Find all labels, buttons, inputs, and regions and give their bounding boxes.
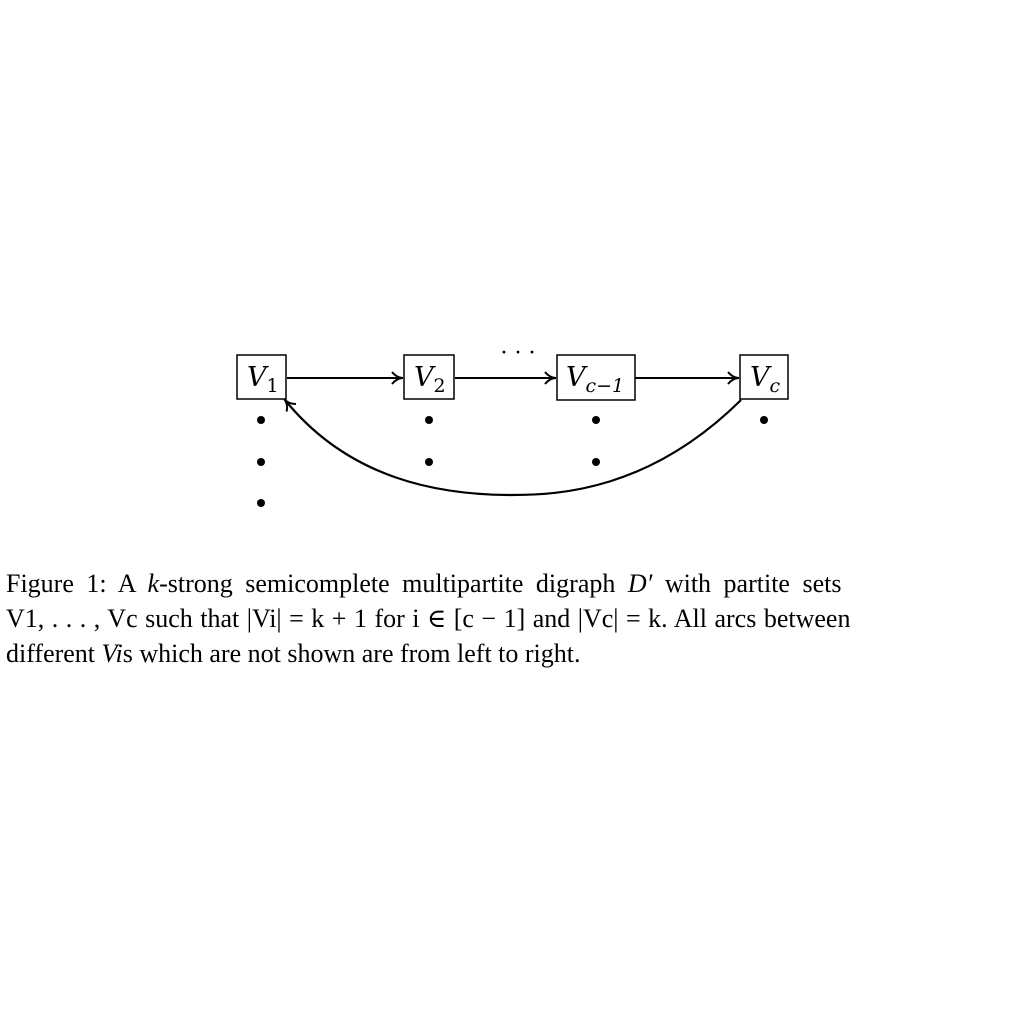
vertex-dot	[425, 458, 433, 466]
node-v1	[237, 355, 286, 399]
svg-text:V2: $V_2$	[414, 362, 446, 397]
dots-v2	[425, 416, 433, 466]
dots-vc	[760, 416, 768, 424]
dots-v1	[257, 416, 265, 507]
svg-text:V1: $V_1$	[247, 362, 279, 397]
svg-text:Vc: $V_c$	[750, 362, 781, 397]
caption-label: Figure 1:	[6, 569, 107, 598]
arc-vc-v1-curved	[285, 400, 741, 495]
vertex-dot	[257, 458, 265, 466]
dots-vc-minus-1	[592, 416, 600, 466]
caption-line-1: Figure 1: A k-strong semicomplete multipartite digraph D′ with partite sets	[6, 569, 842, 598]
caption-line-2: V1, . . . , Vc such that |Vi| = k + 1 for i ∈ [c − 1] and |Vc| = k. All arcs between	[6, 604, 851, 633]
svg-text:Vc−1: $V_{c-1}$	[566, 362, 625, 397]
node-v2	[404, 355, 454, 399]
vertex-dot	[592, 458, 600, 466]
caption-line-3: different Vis which are not shown are from left to right.	[6, 639, 581, 668]
vertex-dot	[425, 416, 433, 424]
figure-caption	[6, 566, 1018, 671]
vertex-dot	[257, 499, 265, 507]
ellipsis-label: · · ·	[500, 341, 536, 366]
node-vc	[740, 355, 788, 399]
vertex-dot	[257, 416, 265, 424]
node-vc-minus-1	[557, 355, 635, 400]
vertex-dot	[592, 416, 600, 424]
vertex-dot	[760, 416, 768, 424]
